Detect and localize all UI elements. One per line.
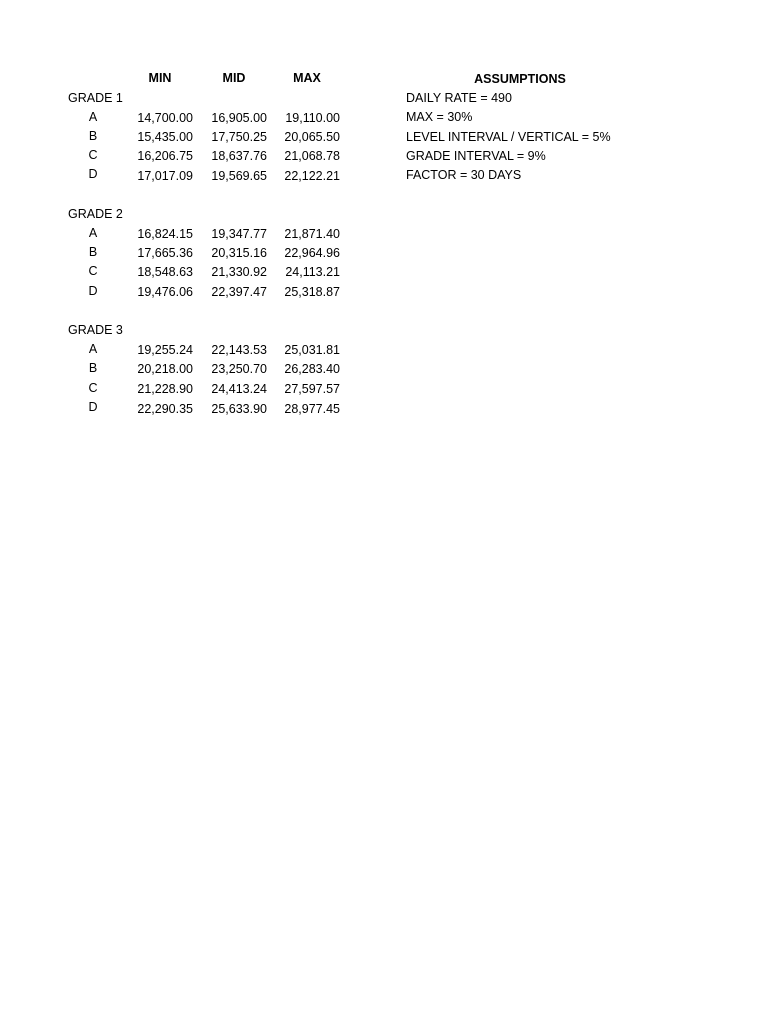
level-label: D (88, 167, 98, 181)
mid-value: 16,905.00 (211, 111, 267, 125)
mid-value: 21,330.92 (211, 265, 267, 279)
level-label: D (88, 400, 98, 414)
level-label: B (88, 245, 98, 259)
assumption-item: GRADE INTERVAL = 9% (406, 149, 546, 163)
level-label: C (88, 264, 98, 278)
max-value: 25,318.87 (284, 285, 340, 299)
min-value: 22,290.35 (137, 402, 193, 416)
mid-value: 22,397.47 (211, 285, 267, 299)
max-value: 22,122.21 (284, 169, 340, 183)
mid-value: 24,413.24 (211, 382, 267, 396)
max-value: 21,871.40 (284, 227, 340, 241)
level-label: B (88, 361, 98, 375)
max-value: 20,065.50 (284, 130, 340, 144)
min-value: 18,548.63 (137, 265, 193, 279)
mid-value: 23,250.70 (211, 362, 267, 376)
level-label: A (88, 342, 98, 356)
grade-label: GRADE 3 (68, 323, 123, 337)
level-label: A (88, 226, 98, 240)
assumption-item: DAILY RATE = 490 (406, 91, 512, 105)
grade-label: GRADE 2 (68, 207, 123, 221)
mid-value: 20,315.16 (211, 246, 267, 260)
max-value: 22,964.96 (284, 246, 340, 260)
mid-value: 19,569.65 (211, 169, 267, 183)
assumptions-title: ASSUMPTIONS (474, 72, 566, 86)
min-value: 16,206.75 (137, 149, 193, 163)
min-value: 21,228.90 (137, 382, 193, 396)
level-label: D (88, 284, 98, 298)
mid-value: 17,750.25 (211, 130, 267, 144)
mid-value: 25,633.90 (211, 402, 267, 416)
assumption-item: LEVEL INTERVAL / VERTICAL = 5% (406, 130, 611, 144)
min-value: 19,476.06 (137, 285, 193, 299)
min-value: 17,017.09 (137, 169, 193, 183)
min-value: 15,435.00 (137, 130, 193, 144)
max-value: 24,113.21 (285, 265, 340, 279)
header-min: MIN (148, 71, 172, 85)
max-value: 21,068.78 (284, 149, 340, 163)
min-value: 16,824.15 (137, 227, 193, 241)
max-value: 26,283.40 (284, 362, 340, 376)
mid-value: 18,637.76 (211, 149, 267, 163)
level-label: C (88, 381, 98, 395)
mid-value: 22,143.53 (211, 343, 267, 357)
min-value: 17,665.36 (137, 246, 193, 260)
assumption-item: FACTOR = 30 DAYS (406, 168, 522, 182)
level-label: C (88, 148, 98, 162)
assumption-item: MAX = 30% (406, 110, 473, 124)
header-max: MAX (293, 71, 321, 85)
grade-label: GRADE 1 (68, 91, 123, 105)
level-label: B (88, 129, 98, 143)
max-value: 19,110.00 (285, 111, 340, 125)
min-value: 19,255.24 (137, 343, 193, 357)
min-value: 14,700.00 (137, 111, 193, 125)
max-value: 28,977.45 (284, 402, 340, 416)
level-label: A (88, 110, 98, 124)
header-mid: MID (222, 71, 246, 85)
max-value: 27,597.57 (284, 382, 340, 396)
mid-value: 19,347.77 (211, 227, 267, 241)
max-value: 25,031.81 (284, 343, 340, 357)
min-value: 20,218.00 (137, 362, 193, 376)
